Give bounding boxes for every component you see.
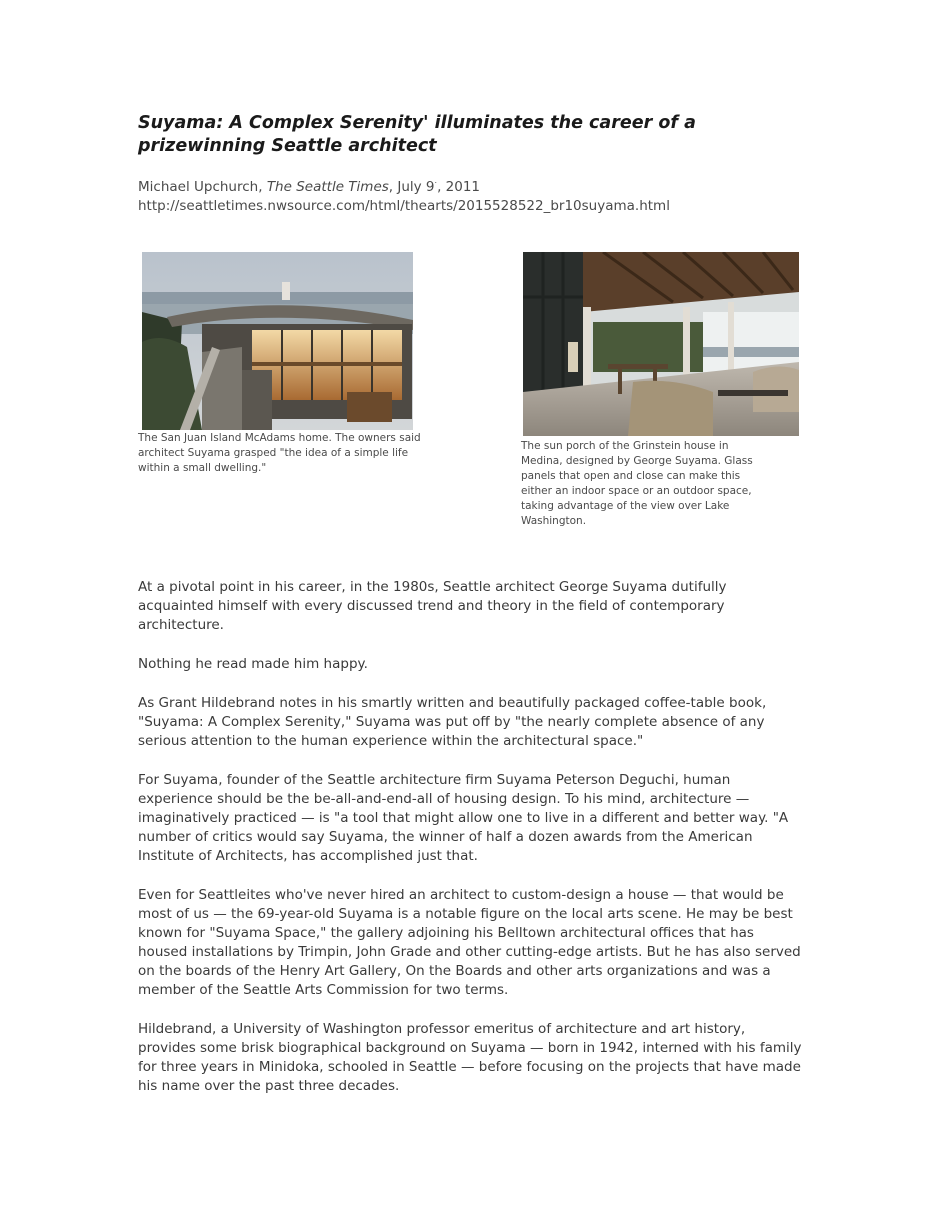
- paragraph: Hildebrand, a University of Washington professor emeritus of architecture and art history, provides some brisk biographical background on Suyama — born in 1942, interned with his family for three years in Minidoka, schooled in Seattle — before focusing on the projects that have made his name over the past three decades.: [138, 1021, 802, 1094]
- paragraph: Nothing he read made him happy.: [138, 656, 368, 672]
- date-mark: ·: [434, 178, 438, 188]
- article-title: Suyama: A Complex Serenity' illuminates the career of a prizewinning Seattle architect: [138, 113, 696, 156]
- publish-date: , July 9: [388, 179, 435, 195]
- article-body: [138, 578, 803, 1116]
- paragraph: For Suyama, founder of the Seattle architecture firm Suyama Peterson Deguchi, human experience should be the be-all-and-end-all of housing design. To his mind, architecture — imaginatively practiced — is "a tool that might allow one to live in a different and better way. "A number of critics would say Suyama, the winner of half a dozen awards from the American Institute of Architects, has accomplished just that.: [138, 772, 789, 864]
- sun-porch-interior-photo: [523, 252, 799, 436]
- source-url[interactable]: http://seattletimes.nwsource.com/html/thearts/2015528522_br10suyama.html: [138, 198, 670, 214]
- paragraph: Even for Seattleites who've never hired an architect to custom-design a house — that would be most of us — the 69-year-old Suyama is a notable figure on the local arts scene. He may be best known for "Suyama Space," the gallery adjoining his Belltown architectural offices that has housed installations by Trimpin, John Grade and other cutting-edge artists. But he has also served on the boards of the Henry Art Gallery, On the Boards and other arts organizations and was a member of the Seattle Arts Commission for two terms.: [138, 887, 801, 998]
- byline: [138, 178, 838, 216]
- figure-caption-1: The San Juan Island McAdams home. The owners said architect Suyama grasped "the idea of a simple life within a small dwelling.": [138, 432, 421, 474]
- paragraph: As Grant Hildebrand notes in his smartly written and beautifully packaged coffee-table book, "Suyama: A Complex Serenity," Suyama was put off by "the nearly complete absence of any serious attention to the human experience within the architectural space.": [138, 695, 767, 749]
- publish-year: , 2011: [437, 179, 481, 195]
- publication-name: The Seattle Times: [266, 179, 389, 195]
- author-name: Michael Upchurch,: [138, 179, 267, 195]
- paragraph: At a pivotal point in his career, in the 1980s, Seattle architect George Suyama dutifully acquainted himself with every discussed trend and theory in the field of contemporary architecture.: [138, 579, 727, 633]
- house-exterior-photo: [142, 252, 413, 430]
- figure-caption-2: The sun porch of the Grinstein house in Medina, designed by George Suyama. Glass panels that open and close can make this either an indoor space or an outdoor space, taking advantage of the view over Lake Washington.: [521, 440, 753, 527]
